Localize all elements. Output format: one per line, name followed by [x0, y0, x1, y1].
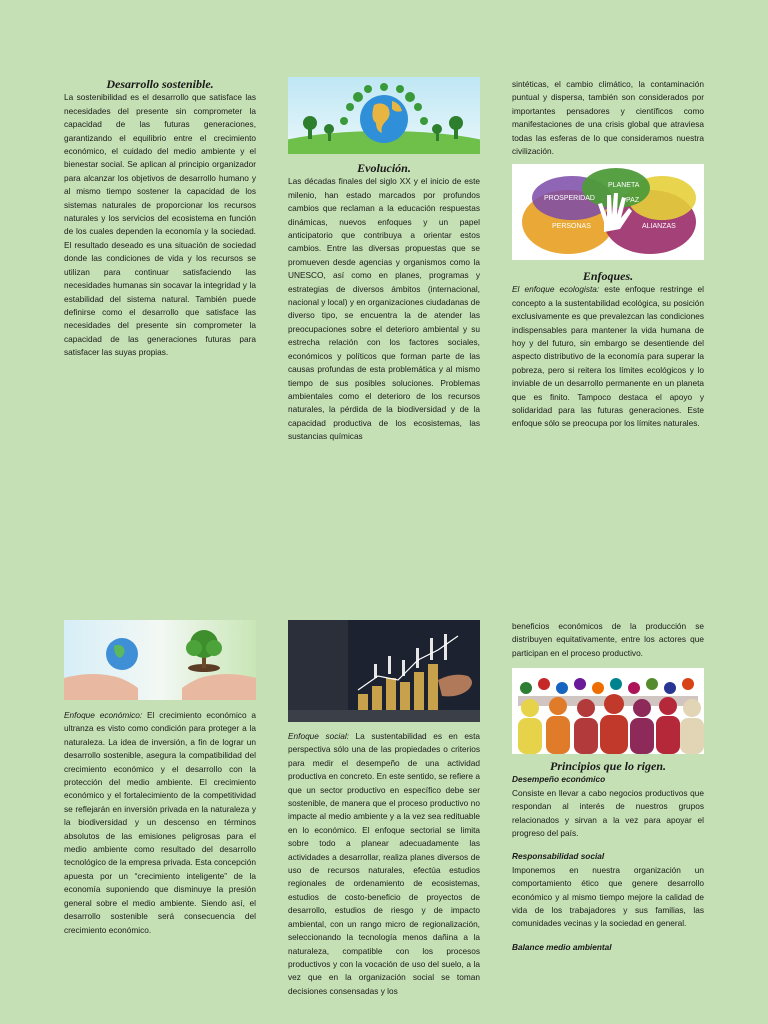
panel-enfoques [512, 270, 704, 431]
panel-evolucion [288, 162, 480, 444]
panel5-paragraph [288, 730, 480, 998]
coins-growth-image [288, 620, 480, 722]
diagram-label-prosperidad: PROSPERIDAD [544, 195, 595, 202]
diagram-label-personas: PERSONAS [552, 223, 591, 230]
principle1-body: Consiste en llevar a cabo negocios productivos que respondan al interés de nuestros grupos relacionados y sirvan a la vez para apoyar el progreso del país. [512, 787, 704, 839]
diagram-label-alianzas: ALIANZAS [642, 223, 676, 230]
panel4-paragraph [64, 709, 256, 937]
panel3-body: este enfoque restringe el concepto a la sustentabilidad ecológica, su posición exclusivamente es que prevalezcan las condiciones indispensables para mantener la vida humana de hoy y del futuro, sin embargo se desentiende del aspecto distributivo de la economía para superar la pobreza, pero si reitera los límites ecológicos y lo inviable de un desarrollo permanente en un planeta que es finito. Tampoco destaca el apoyo y solidaridad para las futuras generaciones. Este enfoque sólo se preocupa por los límites naturales. [512, 284, 704, 429]
panel1-body: La sostenibilidad es el desarrollo que satisface las necesidades del presente sin comprometer la capacidad de las futuras generaciones, garantizando el equilibrio entre el crecimiento económico, el cuidado del medio ambiente y el bienestar social. Se aplican al principio organizador para alcanzar los objetivos de desarrollo humano y al mismo tiempo sostener la capacidad de los sistemas naturales de proporcionar los recursos naturales y los servicios del ecosistema en función de los cuales dependen la economía y la sociedad. El resultado deseado es una situación de sociedad donde las condiciones de vida y los recursos se utilizan para continuar satisfaciendo las necesidades humanas sin socavar la integridad y la estabilidad del sistema natural. También puede definirse como el desarrollo que satisface las necesidades del presente sin comprometer la capacidad de las generaciones futuras para satisfacer las suyas propias. [64, 92, 256, 358]
panel3-paragraph [512, 283, 704, 430]
principle2-title: Responsabilidad social [512, 851, 605, 862]
panel-principios-body [512, 760, 704, 954]
earth-nature-image [288, 77, 480, 154]
diagram-label-planeta: PLANETA [608, 182, 640, 189]
panel4-body: El crecimiento económico a ultranza es visto como condición para proteger a la naturaleza. La idea de inversión, a fin de lograr un desarrollo sostenible, asegura la compatibilidad del crecimiento económico y el desarrollo con la protección del medio ambiente. El crecimiento económico y el fortalecimiento de la competitividad se reflejarán en inversión privada en la naturaleza y la biodiversidad y un descenso en términos absolutos de las emisiones peligrosas para el medio ambiente como resultado del desarrollo tecnológico de la empresa privada. Esta concepción apuesta por un “crecimiento inteligente” de la economía suponiendo que disminuye la presión general sobre el medio ambiente. Siendo así, el desarrollo sostenible será consecuencia del crecimiento económico. [64, 710, 256, 935]
panel4-lead: Enfoque económico: [64, 710, 143, 720]
principle1-title: Desempeño económico [512, 774, 606, 785]
principle3-title: Balance medio ambiental [512, 941, 612, 952]
panel3-continuation: sintéticas, el cambio climático, la contaminación puntual y dispersa, también son considerados por importantes pensadores y científicos como manifestaciones de una crisis global que atraviesa todas las esferas de lo que consideramos nuestra civilización. [512, 79, 704, 157]
panel1-title: Desarrollo sostenible. [106, 77, 214, 91]
panel5-body: La sustentabilidad es en esta perspectiva sólo una de las propiedades o criterios para medir el desempeño de una actividad productiva en concreto. En este sentido, se refiere a que un sector productivo en específico debe ser sostenible, de manera que el proceso productivo no impacte al medio ambiente y a la vez sea redituable en lo económico. El enfoque sectorial se limita sobre todo a planear adecuadamente las actividades a desarrollar, realiza planes diversos de uso de recursos naturales, efectúa estudios regionales de ordenamiento de ecosistemas, estudios de costo-beneficio de proyectos de desarrollo, estudios de riesgo y de impacto ambiental, con un rango micro de regionalización, seleccionando la tecnología menos dañina a la naturaleza, compatible con los procesos productivos y con la vocación de uso del suelo, a la vez que en la organización social se toman decisiones consensadas y los [288, 731, 481, 996]
panel2-title: Evolución. [357, 161, 411, 175]
crowd-people-image [512, 668, 704, 754]
panel6-title: Principios que lo rigen. [549, 759, 666, 773]
panel2-body: Las décadas finales del siglo XX y el inicio de este milenio, han estado marcados por profundos cambios que reclaman a la educación respuestas dinámicas, nuevos enfoques y un papel anticipatorio que contribuya a orientar estos cambios. Entre las diversas propuestas que se promueven desde agencias y organismos como la UNESCO, así como en planes, programas y estrategias de diversos ámbitos (internacional, nacional y local) y en organizaciones ciudadanas de diverso tipo, se encuentra la de atender las preocupaciones sobre el deterioro ambiental y su estrecha relación con los factores sociales, económicos y políticos que forman parte de las causas profundas de esta problemática y al mismo tiempo de sus posibles soluciones. Problemas ambientales como el deterioro de los recursos naturales, la pérdida de la biodiversidad y de la capacidad productiva de los ecosistemas, las sustancias químicas [288, 176, 480, 442]
sustainability-diagram [512, 164, 704, 260]
panel-principios [512, 620, 704, 660]
panel-enfoque-social [288, 730, 480, 998]
panel3-title: Enfoques. [582, 269, 634, 283]
diagram-label-paz: PAZ [626, 197, 640, 204]
panel6-continuation: beneficios económicos de la producción se distribuyen equitativamente, entre los actores que participan en el proceso productivo. [512, 621, 704, 658]
panel-continuation-right [512, 78, 704, 158]
panel5-lead: Enfoque social: [288, 731, 349, 741]
principle2-body: Imponemos en nuestra organización un comportamiento ético que genere desarrollo económico y al mismo tiempo mejore la calidad de vida de los trabajadores y sus familias, las comunidades vecinas y la sociedad en general. [512, 864, 704, 929]
panel-enfoque-economico [64, 709, 256, 937]
panel-desarrollo-sostenible [64, 78, 256, 360]
panel3-lead: El enfoque ecologista: [512, 284, 600, 295]
hands-earth-tree-image [64, 620, 256, 700]
